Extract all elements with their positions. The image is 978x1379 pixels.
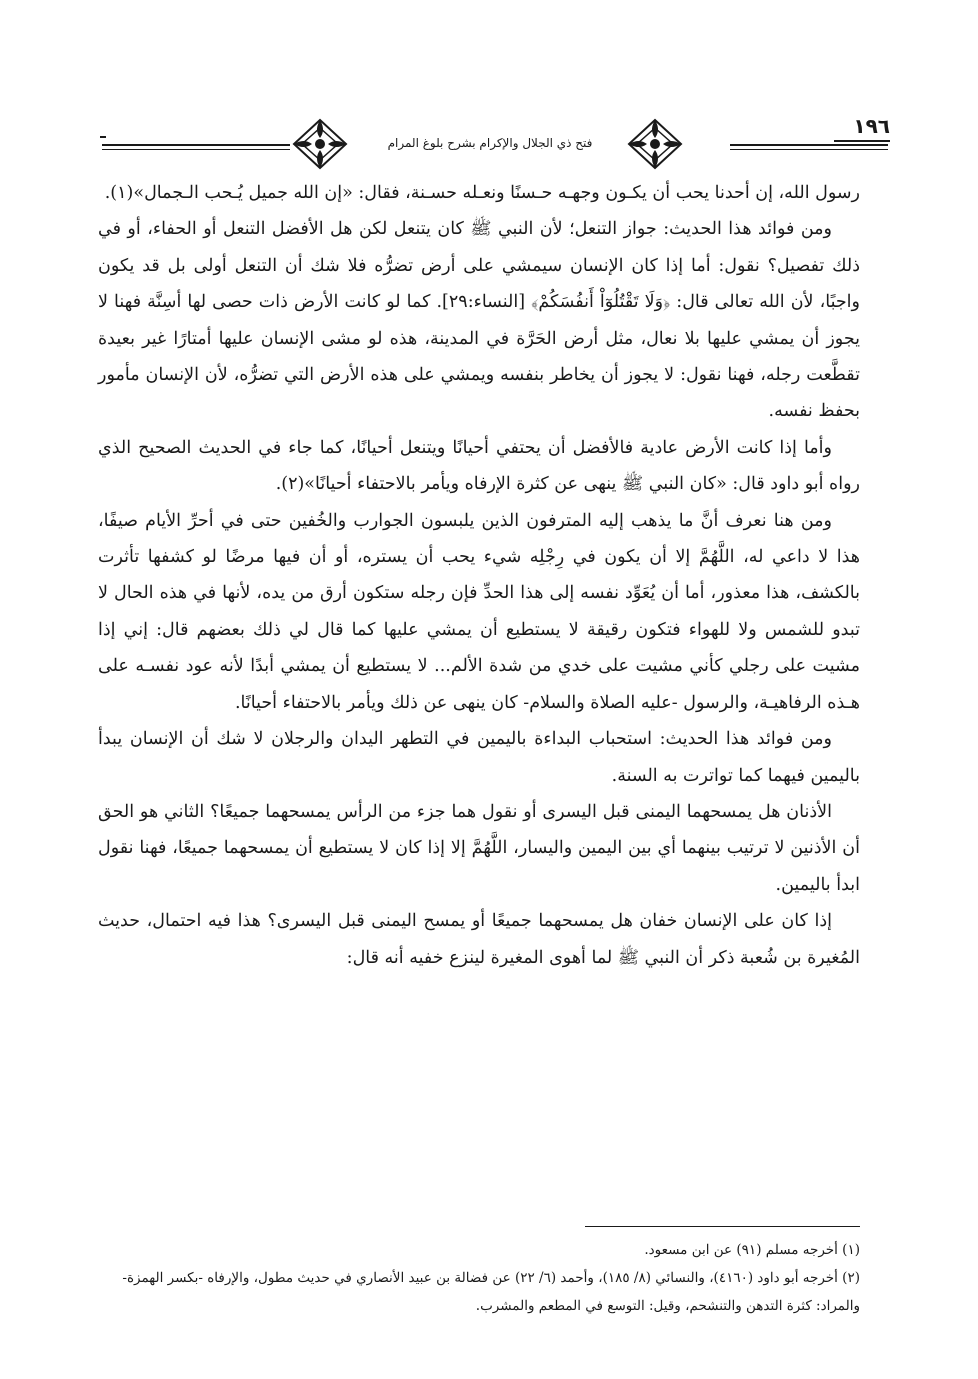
paragraph: ومن هنا نعرف أنَّ ما يذهب إليه المترفون الذين يلبسون الجوارب والخُفين حتى في أحرِّ الأيام صيفًا، هذا لا داعي له، اللَّهُمَّ إلا أن يكون في رِجْلِه شيء يحب أن يستره، أو أن فيها مرضًا لو كشفها تأثرت بالكشف، هذا معذور، أما أن يُعَوِّد نفسه إلى هذا الحدِّ فإن رجله ستكون أرق من يده، لأنها في هذه الحال لا تبدو للشمس ولا للهواء فتكون رقيقة لا يستطيع أن يمشي عليها كما قال لي ذلك بعضهم قال: إني إذا مشيت على رجلي كأني مشيت على خدي من شدة الألم... لا يستطيع أن يمشي أبدًا لأنه عود نفسـه على هـذه الرفاهيـة، والرسول -عليه الصلاة والسلام- كان ينهى عن ذلك ويأمر بالاحتفاء أحيانًا. xyxy=(98,510,860,713)
page-header xyxy=(100,112,890,172)
paragraph: إذا كان على الإنسان خفان هل يمسحهما جميعًا أو يمسح اليمنى قبل اليسرى؟ هذا فيه احتمال، حديث المُغيرة بن شُعبة ذكر أن النبي ﷺ لما أهوى المغيرة لينزع خفيه أنه قال: xyxy=(98,911,860,968)
paragraph: الأذنان هل يمسحهما اليمنى قبل اليسرى أو نقول هما جزء من الرأس يمسحهما جميعًا؟ الثاني هو الحق أن الأذنين لا ترتيب بينهما أي بين اليمين واليسار، اللَّهُمَّ إلا إذا كان لا يستطيع أن يمسحهما جميعًا، فهنا نقول ابدأ باليمين. xyxy=(98,801,860,895)
paragraph: ومن فوائد هذا الحديث: جواز التنعل؛ لأن النبي ﷺ كان يتنعل لكن هل الأفضل التنعل أو الحفاء، أو في ذلك تفصيل؟ نقول: أما إذا كان الإنسان سيمشي على أرض تضرُّه فلا شك أن التنعل أولى بل قد يكون واجبًا، لأن الله تعالى قال: ﴿وَلَا تَقْتُلُوٓاْ أَنفُسَكُمْ﴾ [النساء:٢٩]. كما لو كانت الأرض ذات حصى لها أسِنَّة فهنا لا يجوز أن يمشي عليها بلا نعال، مثل أرض الحَرَّة في المدينة، هذه لو مشى الإنسان عليها أمتارًا غير بعيدة تقطَّعت رجله، فهنا نقول: لا يجوز أن يخاطر بنفسه ويمشي على هذه الأرض التي تضرُّه، لأن الإنسان مأمور بحفظ نفسه. xyxy=(98,219,860,422)
header-rule-left-thin xyxy=(102,149,290,150)
book-title: فتح ذي الجلال والإكرام بشرح بلوغ المرام xyxy=(387,136,593,150)
floral-ornament-icon xyxy=(290,118,350,170)
paragraph: رسول الله، إن أحدنا يحب أن يكـون وجهـه حـسنًا ونعـله حسـنة، فقال: «إن الله جميل يُـحب الـجمال»(١). xyxy=(104,183,860,203)
footnote: (٢) أخرجه أبو داود (٤١٦٠)، والنسائي (٨/ ١٨٥)، وأحمد (٦/ ٢٢) عن فضالة بن عبيد الأنصاري في حديث مطول، والإرفاه -بكسر الهمزة- والمراد: كثرة التدهن والتنشحم، وقيل: التوسع في المطعم والمشرب. xyxy=(122,1270,860,1314)
page-number-underline xyxy=(834,140,890,142)
paragraph: ومن فوائد هذا الحديث: استحباب البداءة باليمين في التطهر اليدان والرجلان لا شك أن الإنسان يبدأ باليمين فيهما كما تواترت به السنة. xyxy=(98,729,860,786)
header-rule-right-thin xyxy=(730,149,888,150)
paragraph: وأما إذا كانت الأرض عادية فالأفضل أن يحتفي أحيانًا ويتنعل أحيانًا، كما جاء في الحديث الصحيح الذي رواه أبو داود قال: «كان النبي ﷺ ينهى عن كثرة الإرفاه ويأمر بالاحتفاء أحيانًا»(٢). xyxy=(98,437,860,495)
page-number: ١٩٦ xyxy=(853,114,890,138)
header-rule-left xyxy=(102,144,290,146)
body-text xyxy=(98,175,860,976)
header-rule-right xyxy=(730,144,888,146)
floral-ornament-icon xyxy=(625,118,685,170)
header-dash xyxy=(100,136,106,138)
footnote: (١) أخرجه مسلم (٩١) عن ابن مسعود. xyxy=(644,1242,860,1258)
footnotes xyxy=(98,1236,860,1320)
footnote-separator xyxy=(585,1226,860,1227)
